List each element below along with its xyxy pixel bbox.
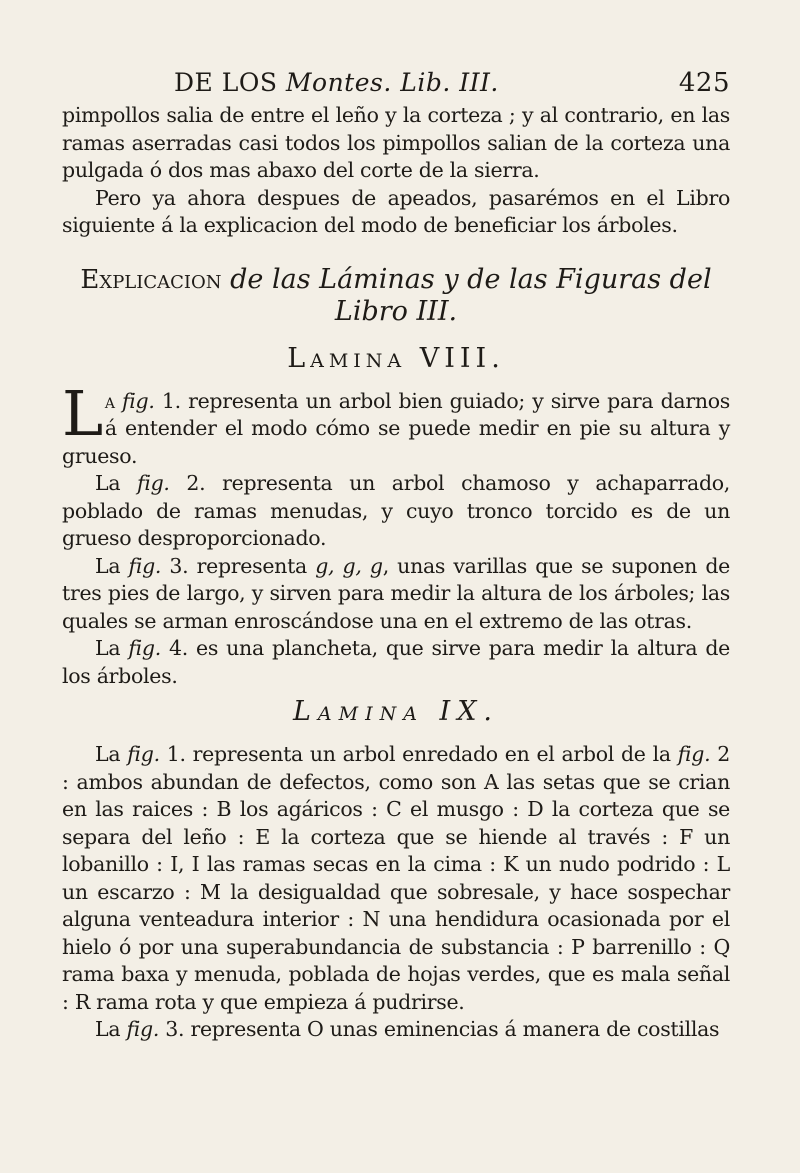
- running-title: [174, 68, 499, 97]
- section-title: [62, 264, 730, 327]
- page-number: 425: [678, 68, 730, 98]
- plate-9-fig-1: La fig. 1. representa un arbol enredado en el arbol de la fig. 2 : ambos abundan de defectos, como son A las setas que se crian en las raices : B los agáricos : C el musgo : D la corteza que se separa del leño : E la corteza que se hiende al través : F un lobanillo : I, I las ramas secas en la cima : K un nudo podrido : L un escarzo : M la desigualdad que sobresale, y hace sospechar alguna venteadura interior : N una hendidura ocasionada por el hielo ó por una superabundancia de substancia : P barrenillo : Q rama baxa y menuda, poblada de hojas verdes, que es mala señal : R rama rota y que empieza á pudrirse.: [62, 742, 731, 1014]
- plate-8-fig-1: La fig. 1. representa un arbol bien guiado; y sirve para darnos á entender el modo cómo se puede medir en pie su altura y grueso.: [62, 376, 731, 468]
- drop-cap: L: [62, 376, 103, 450]
- plate-8-heading: Lamina VIII.: [287, 342, 505, 374]
- plate-8-fig-3: La fig. 3. representa g, g, g, unas varillas que se suponen de tres pies de largo, y sirven para medir la altura de los árboles; las quales se arman enroscándose una en el extremo de las otras.: [62, 553, 731, 633]
- plate-9-heading: Lamina IX.: [292, 696, 499, 727]
- section-title-word: Explicacion: [80, 264, 222, 295]
- section-title-rest: de las Láminas y de las Figuras del: [230, 263, 712, 295]
- plate-8-fig-2: La fig. 2. representa un arbol chamoso y achaparrado, poblado de ramas menudas, y cuyo tronco torcido es de un grueso desproporcionado.: [62, 471, 731, 550]
- paragraph-continued: pimpollos salia de entre el leño y la corteza ; y al contrario, en las ramas aserradas casi todos los pimpollos salian de la corteza una pulgada ó dos mas abaxo del corte de la sierra.: [62, 103, 730, 182]
- section-title-line2: Libro III.: [334, 295, 458, 327]
- plate-8-fig-4: La fig. 4. es una plancheta, que sirve para medir la altura de los árboles.: [62, 636, 731, 688]
- paragraph-transition: Pero ya ahora despues de apeados, pasarémos en el Libro siguiente á la explicacion del modo de beneficiar los árboles.: [62, 185, 730, 237]
- running-head: [132, 68, 730, 102]
- plate-9-fig-3: La fig. 3. representa O unas eminencias á manera de costillas: [95, 1017, 720, 1041]
- running-prefix: DE LOS: [174, 68, 278, 97]
- running-book: Lib. III.: [400, 68, 499, 97]
- book-page: [62, 68, 730, 1044]
- running-title-word: Montes.: [285, 68, 392, 97]
